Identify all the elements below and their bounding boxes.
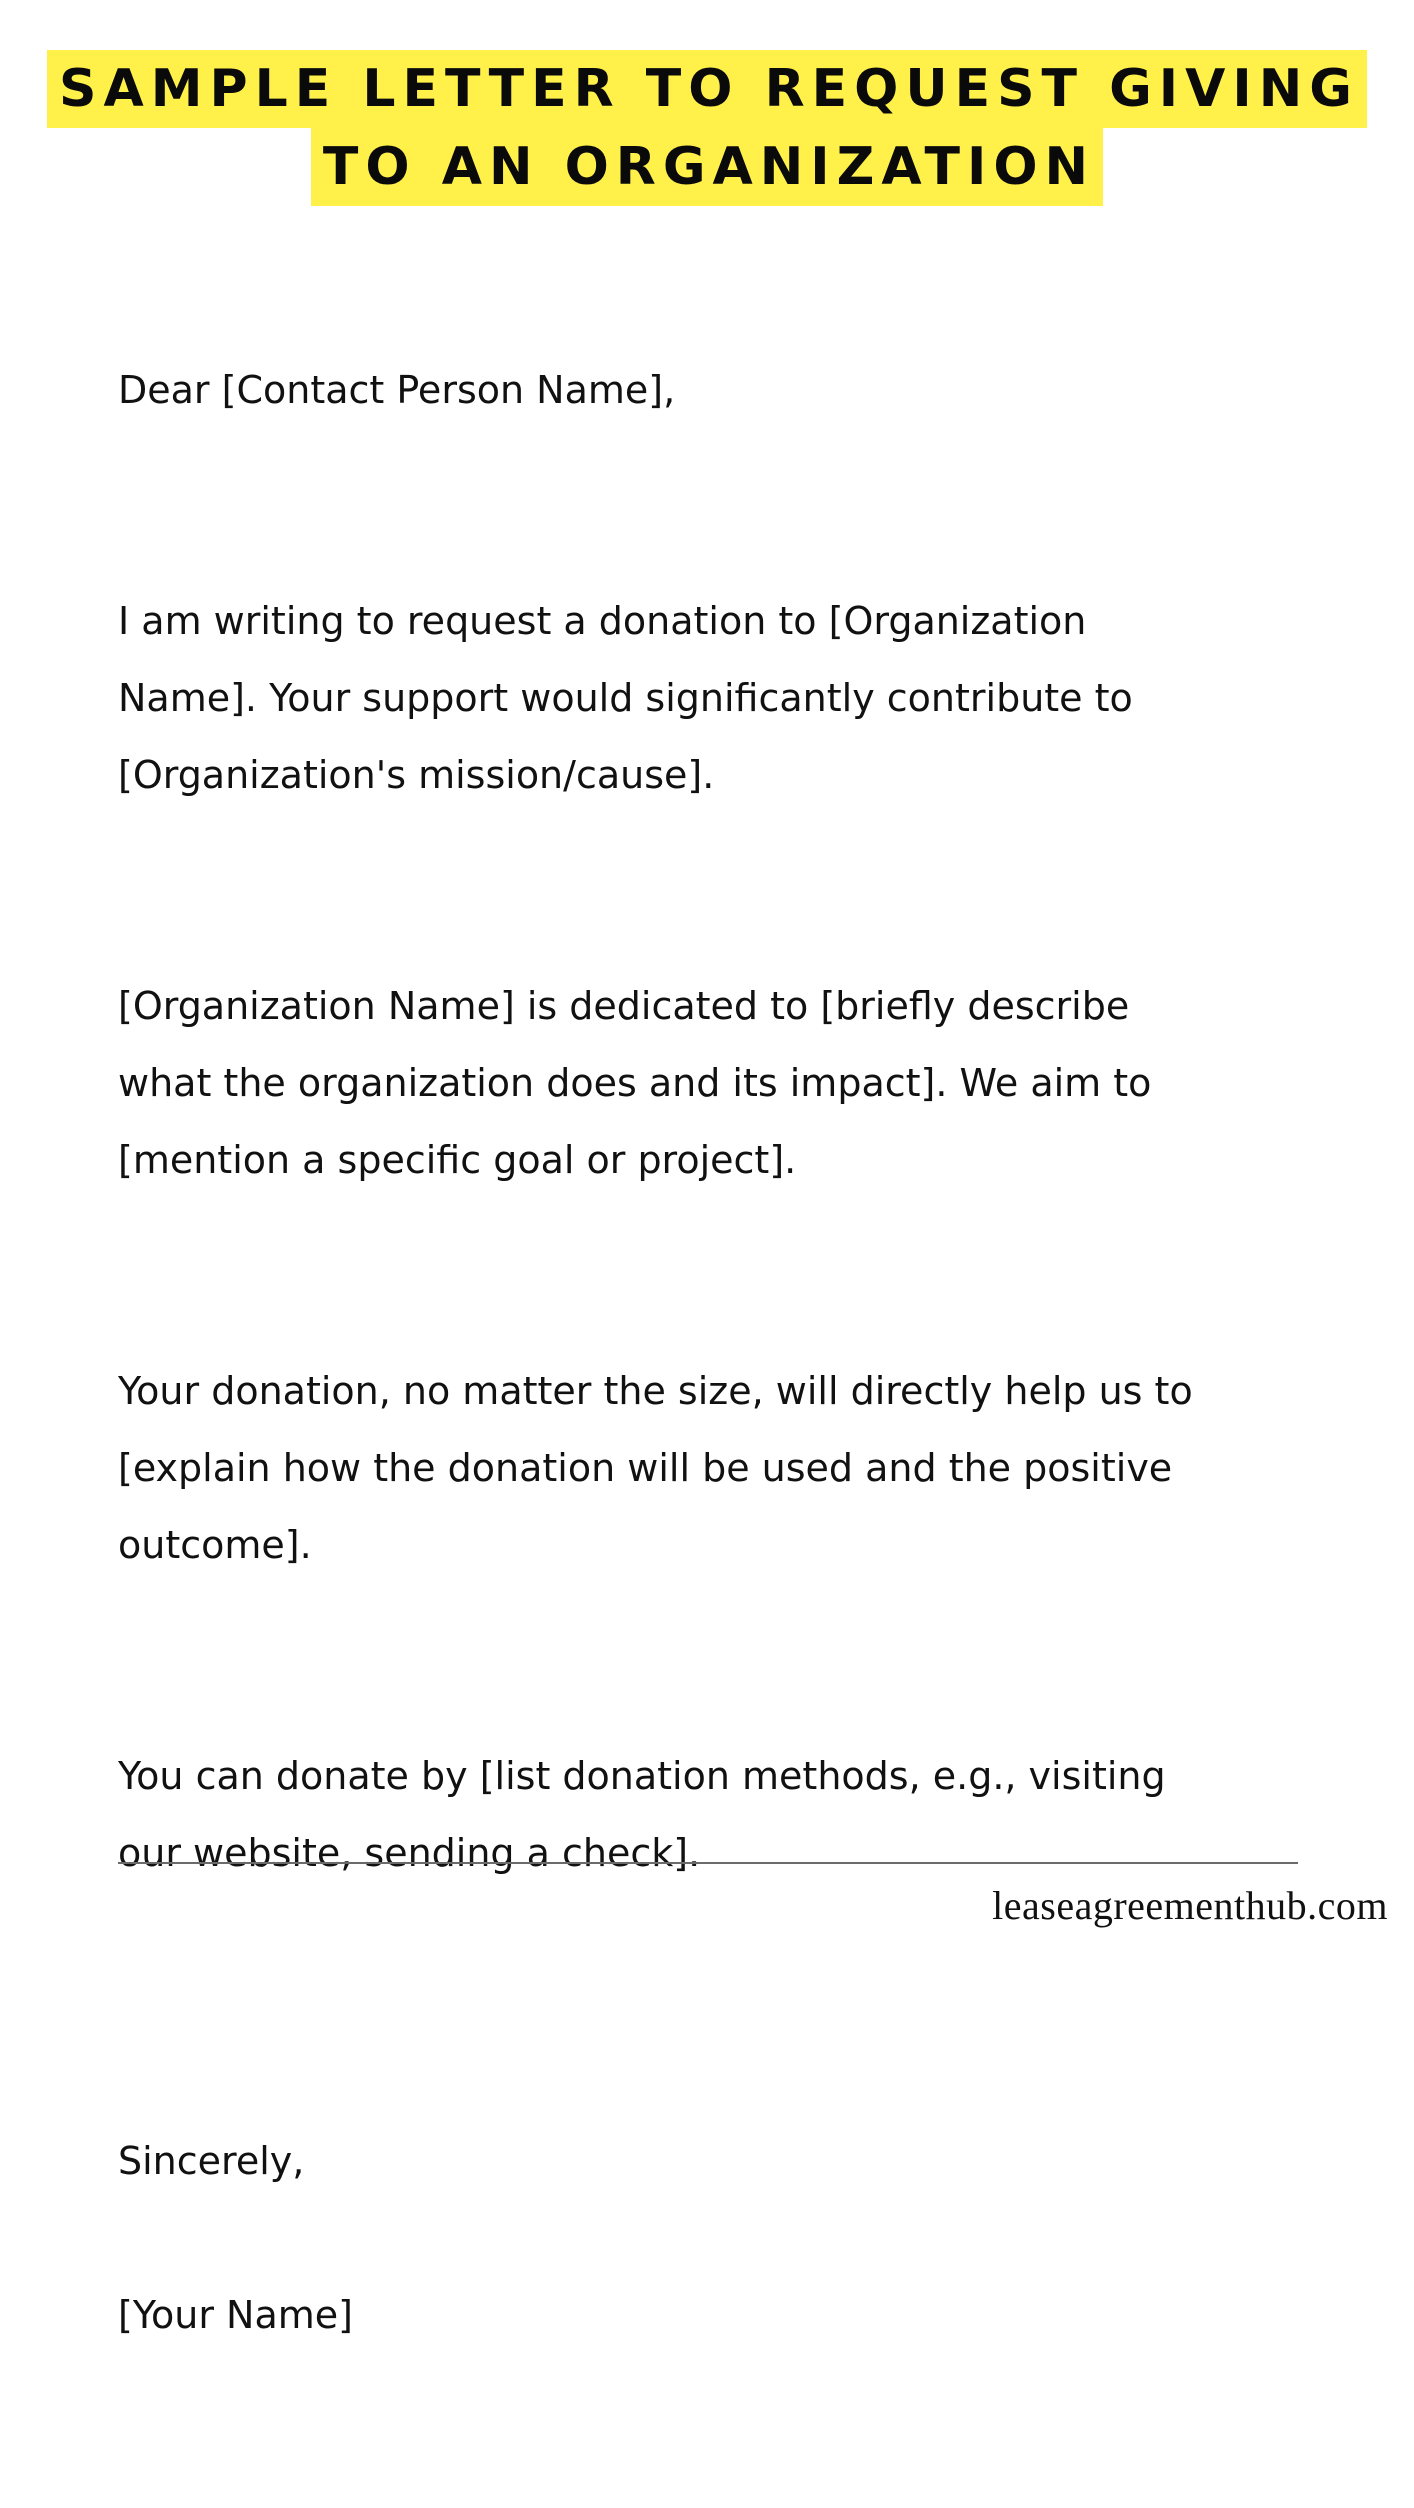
paragraph-mission: [Organization Name] is dedicated to [briefly describe what the organization does and its impact]. We aim to [mention a specific goal or project]. <box>118 984 1152 1182</box>
closing-block <box>118 2046 1338 2431</box>
letter-body <box>118 275 1338 2508</box>
paragraph-impact: Your donation, no matter the size, will directly help us to [explain how the donation will be used and the positive outcome]. <box>118 1369 1193 1567</box>
title-line-2: TO AN ORGANIZATION <box>311 128 1103 206</box>
closing-text: Sincerely, <box>118 2139 305 2183</box>
signature-name: [Your Name] <box>118 2293 353 2337</box>
footer-divider <box>118 1862 1298 1864</box>
title-line-1: SAMPLE LETTER TO REQUEST GIVING <box>47 50 1367 128</box>
page-title <box>0 50 1414 206</box>
paragraph-request: I am writing to request a donation to [Organization Name]. Your support would significantly contribute to [Organization's mission/cause]. <box>118 599 1133 797</box>
salutation: Dear [Contact Person Name], <box>118 368 676 412</box>
footer-site-name: leaseagreementhub.com <box>992 1883 1388 1928</box>
paragraph-donation-methods: You can donate by [list donation methods, e.g., visiting our website, sending a check]. <box>118 1754 1166 1875</box>
